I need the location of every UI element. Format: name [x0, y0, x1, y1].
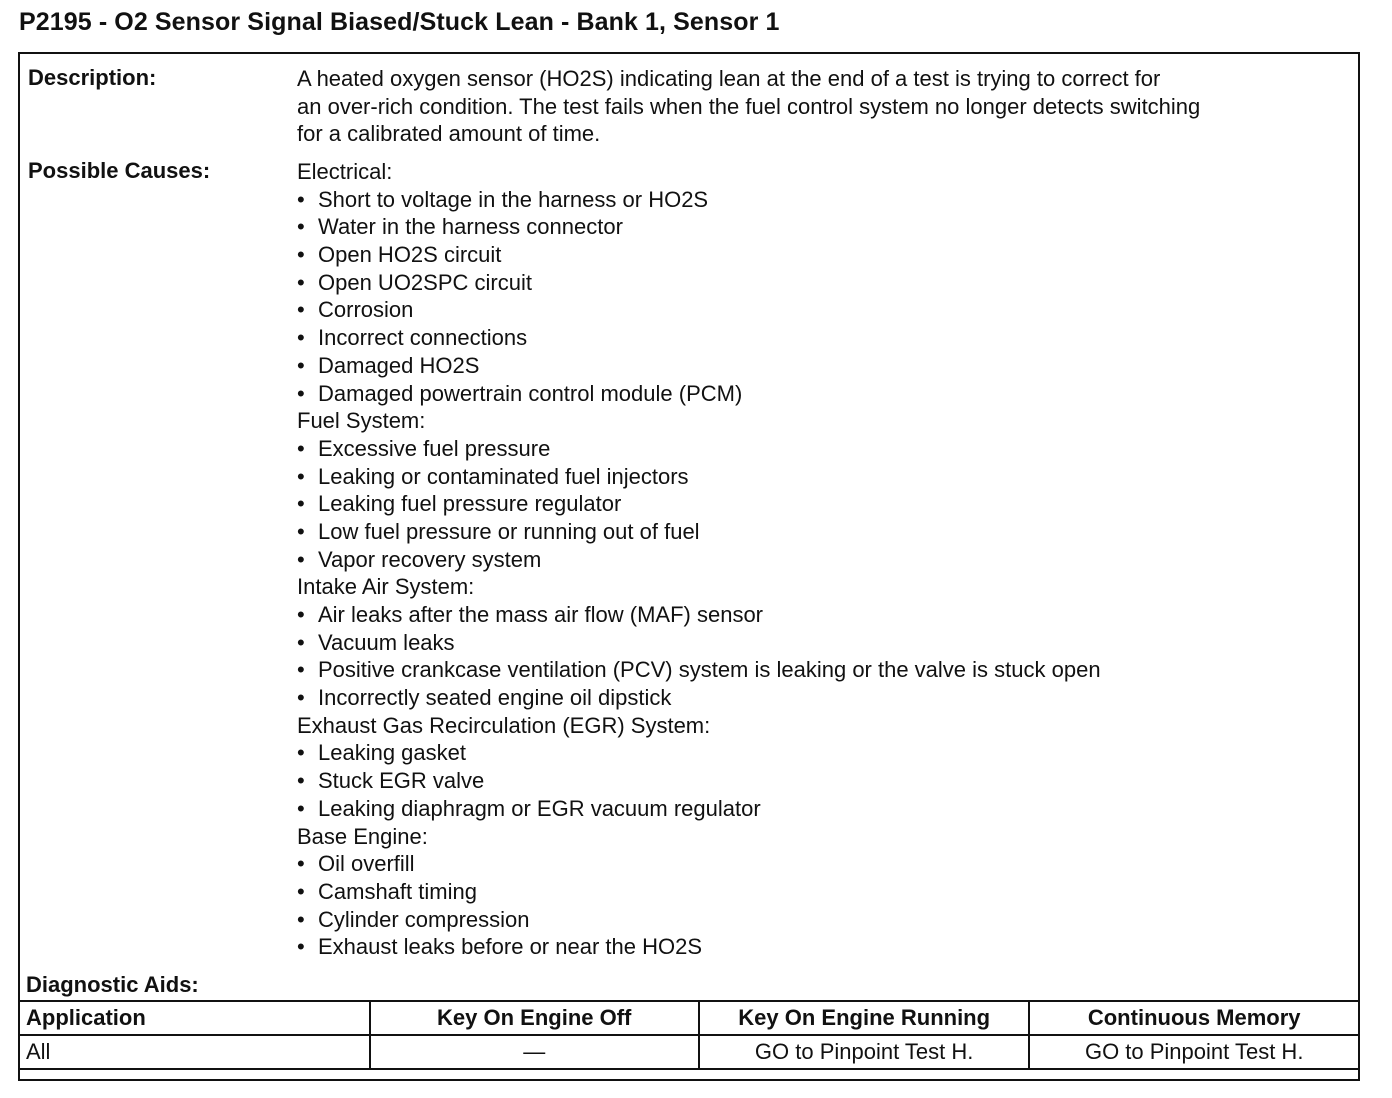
cause-item	[297, 241, 1352, 269]
cause-item	[297, 795, 1352, 823]
header-key-on-engine-off: Key On Engine Off	[370, 1001, 699, 1035]
cause-item	[297, 490, 1352, 518]
cause-item-text: Air leaks after the mass air flow (MAF) sensor	[318, 602, 764, 627]
bullet-icon: •	[297, 906, 305, 932]
bullet-icon: •	[297, 297, 305, 323]
cause-item	[297, 629, 1352, 657]
cause-item-text: Damaged HO2S	[318, 352, 480, 378]
header-application: Application	[19, 1001, 370, 1035]
bullet-icon: •	[297, 352, 305, 378]
cause-group-heading: Electrical:	[297, 159, 393, 184]
cause-item	[297, 463, 1352, 491]
bullet-icon: •	[297, 740, 305, 766]
bullet-icon: •	[297, 491, 305, 517]
cause-item-text: Positive crankcase ventilation (PCV) system is leaking or the valve is stuck open	[318, 657, 1101, 683]
cause-item-text: Stuck EGR valve	[318, 768, 485, 794]
description-line: for a calibrated amount of time.	[297, 121, 601, 146]
bullet-icon: •	[297, 851, 305, 877]
description-line: an over-rich condition. The test fails when the fuel control system no longer detects switching	[297, 93, 1201, 119]
cause-item	[297, 518, 1352, 546]
cause-item-text: Leaking gasket	[318, 740, 466, 766]
cause-item-text: Vacuum leaks	[318, 629, 455, 655]
description-text	[297, 65, 1357, 148]
cause-group-heading: Intake Air System:	[297, 574, 475, 600]
cause-item	[297, 546, 1352, 574]
bullet-icon: •	[297, 657, 305, 683]
cause-item	[297, 767, 1352, 795]
cause-item-text: Leaking fuel pressure regulator	[318, 491, 622, 517]
table-row	[19, 1035, 1359, 1069]
page-title: P2195 - O2 Sensor Signal Biased/Stuck Lean - Bank 1, Sensor 1	[19, 8, 780, 36]
cause-item-text: Excessive fuel pressure	[318, 435, 551, 461]
header-key-on-engine-running: Key On Engine Running	[699, 1001, 1029, 1035]
bullet-icon: •	[297, 186, 305, 212]
cause-item	[297, 213, 1352, 241]
bullet-icon: •	[297, 878, 305, 904]
bullet-icon: •	[297, 463, 305, 489]
table-header-row	[19, 1001, 1359, 1035]
cause-item	[297, 684, 1352, 712]
cause-item-text: Corrosion	[318, 297, 414, 323]
cause-item-text: Camshaft timing	[318, 878, 477, 904]
cell-continuous-memory: GO to Pinpoint Test H.	[1029, 1035, 1359, 1069]
cause-item	[297, 296, 1352, 324]
bullet-icon: •	[297, 325, 305, 351]
cell-application: All	[19, 1035, 370, 1069]
cause-item	[297, 435, 1352, 463]
bullet-icon: •	[297, 380, 305, 406]
cause-item-text: Leaking or contaminated fuel injectors	[318, 463, 689, 489]
cause-item	[297, 601, 1352, 629]
cause-group-heading: Fuel System:	[297, 408, 426, 434]
cause-item	[297, 739, 1352, 767]
header-continuous-memory: Continuous Memory	[1029, 1001, 1359, 1035]
cause-item	[297, 906, 1352, 934]
possible-causes-list	[297, 158, 1352, 961]
cause-item-text: Damaged powertrain control module (PCM)	[318, 380, 743, 406]
possible-causes-label: Possible Causes:	[28, 158, 211, 183]
cause-item	[297, 850, 1352, 878]
bullet-icon: •	[297, 242, 305, 268]
bullet-icon: •	[297, 269, 305, 295]
cause-item-text: Exhaust leaks before or near the HO2S	[318, 934, 702, 960]
cause-item-text: Open UO2SPC circuit	[318, 269, 532, 295]
bullet-icon: •	[297, 435, 305, 461]
bullet-icon: •	[297, 602, 305, 627]
application-table	[18, 1000, 1360, 1070]
cause-item	[297, 186, 1352, 214]
cause-item	[297, 352, 1352, 380]
cause-item	[297, 324, 1352, 352]
diagnostic-aids-label: Diagnostic Aids:	[26, 972, 199, 997]
cause-item	[297, 933, 1352, 961]
cause-item	[297, 269, 1352, 297]
cause-group-heading: Exhaust Gas Recirculation (EGR) System:	[297, 712, 711, 738]
bullet-icon: •	[297, 685, 305, 711]
cell-key-on-engine-off: —	[370, 1035, 699, 1069]
cause-item-text: Water in the harness connector	[318, 214, 623, 240]
bullet-icon: •	[297, 629, 305, 655]
bullet-icon: •	[297, 795, 305, 821]
cause-item	[297, 878, 1352, 906]
diagnostic-box	[18, 52, 1360, 1081]
cause-item-text: Low fuel pressure or running out of fuel	[318, 518, 700, 544]
cause-item-text: Open HO2S circuit	[318, 242, 502, 268]
bullet-icon: •	[297, 518, 305, 544]
cause-item-text: Vapor recovery system	[318, 546, 542, 572]
bullet-icon: •	[297, 934, 305, 960]
bullet-icon: •	[297, 768, 305, 794]
cause-item-text: Short to voltage in the harness or HO2S	[318, 186, 709, 212]
description-line: A heated oxygen sensor (HO2S) indicating lean at the end of a test is trying to correct for	[297, 66, 1161, 91]
cause-item-text: Incorrect connections	[318, 325, 528, 351]
cause-item-text: Leaking diaphragm or EGR vacuum regulator	[318, 795, 761, 821]
cause-item	[297, 380, 1352, 408]
description-label: Description:	[28, 65, 157, 90]
cause-group-heading: Base Engine:	[297, 823, 428, 849]
bullet-icon: •	[297, 214, 305, 240]
cause-item-text: Incorrectly seated engine oil dipstick	[318, 685, 672, 711]
bullet-icon: •	[297, 546, 305, 572]
cause-item-text: Cylinder compression	[318, 906, 530, 932]
cell-key-on-engine-running: GO to Pinpoint Test H.	[699, 1035, 1029, 1069]
cause-item	[297, 656, 1352, 684]
cause-item-text: Oil overfill	[318, 851, 415, 877]
